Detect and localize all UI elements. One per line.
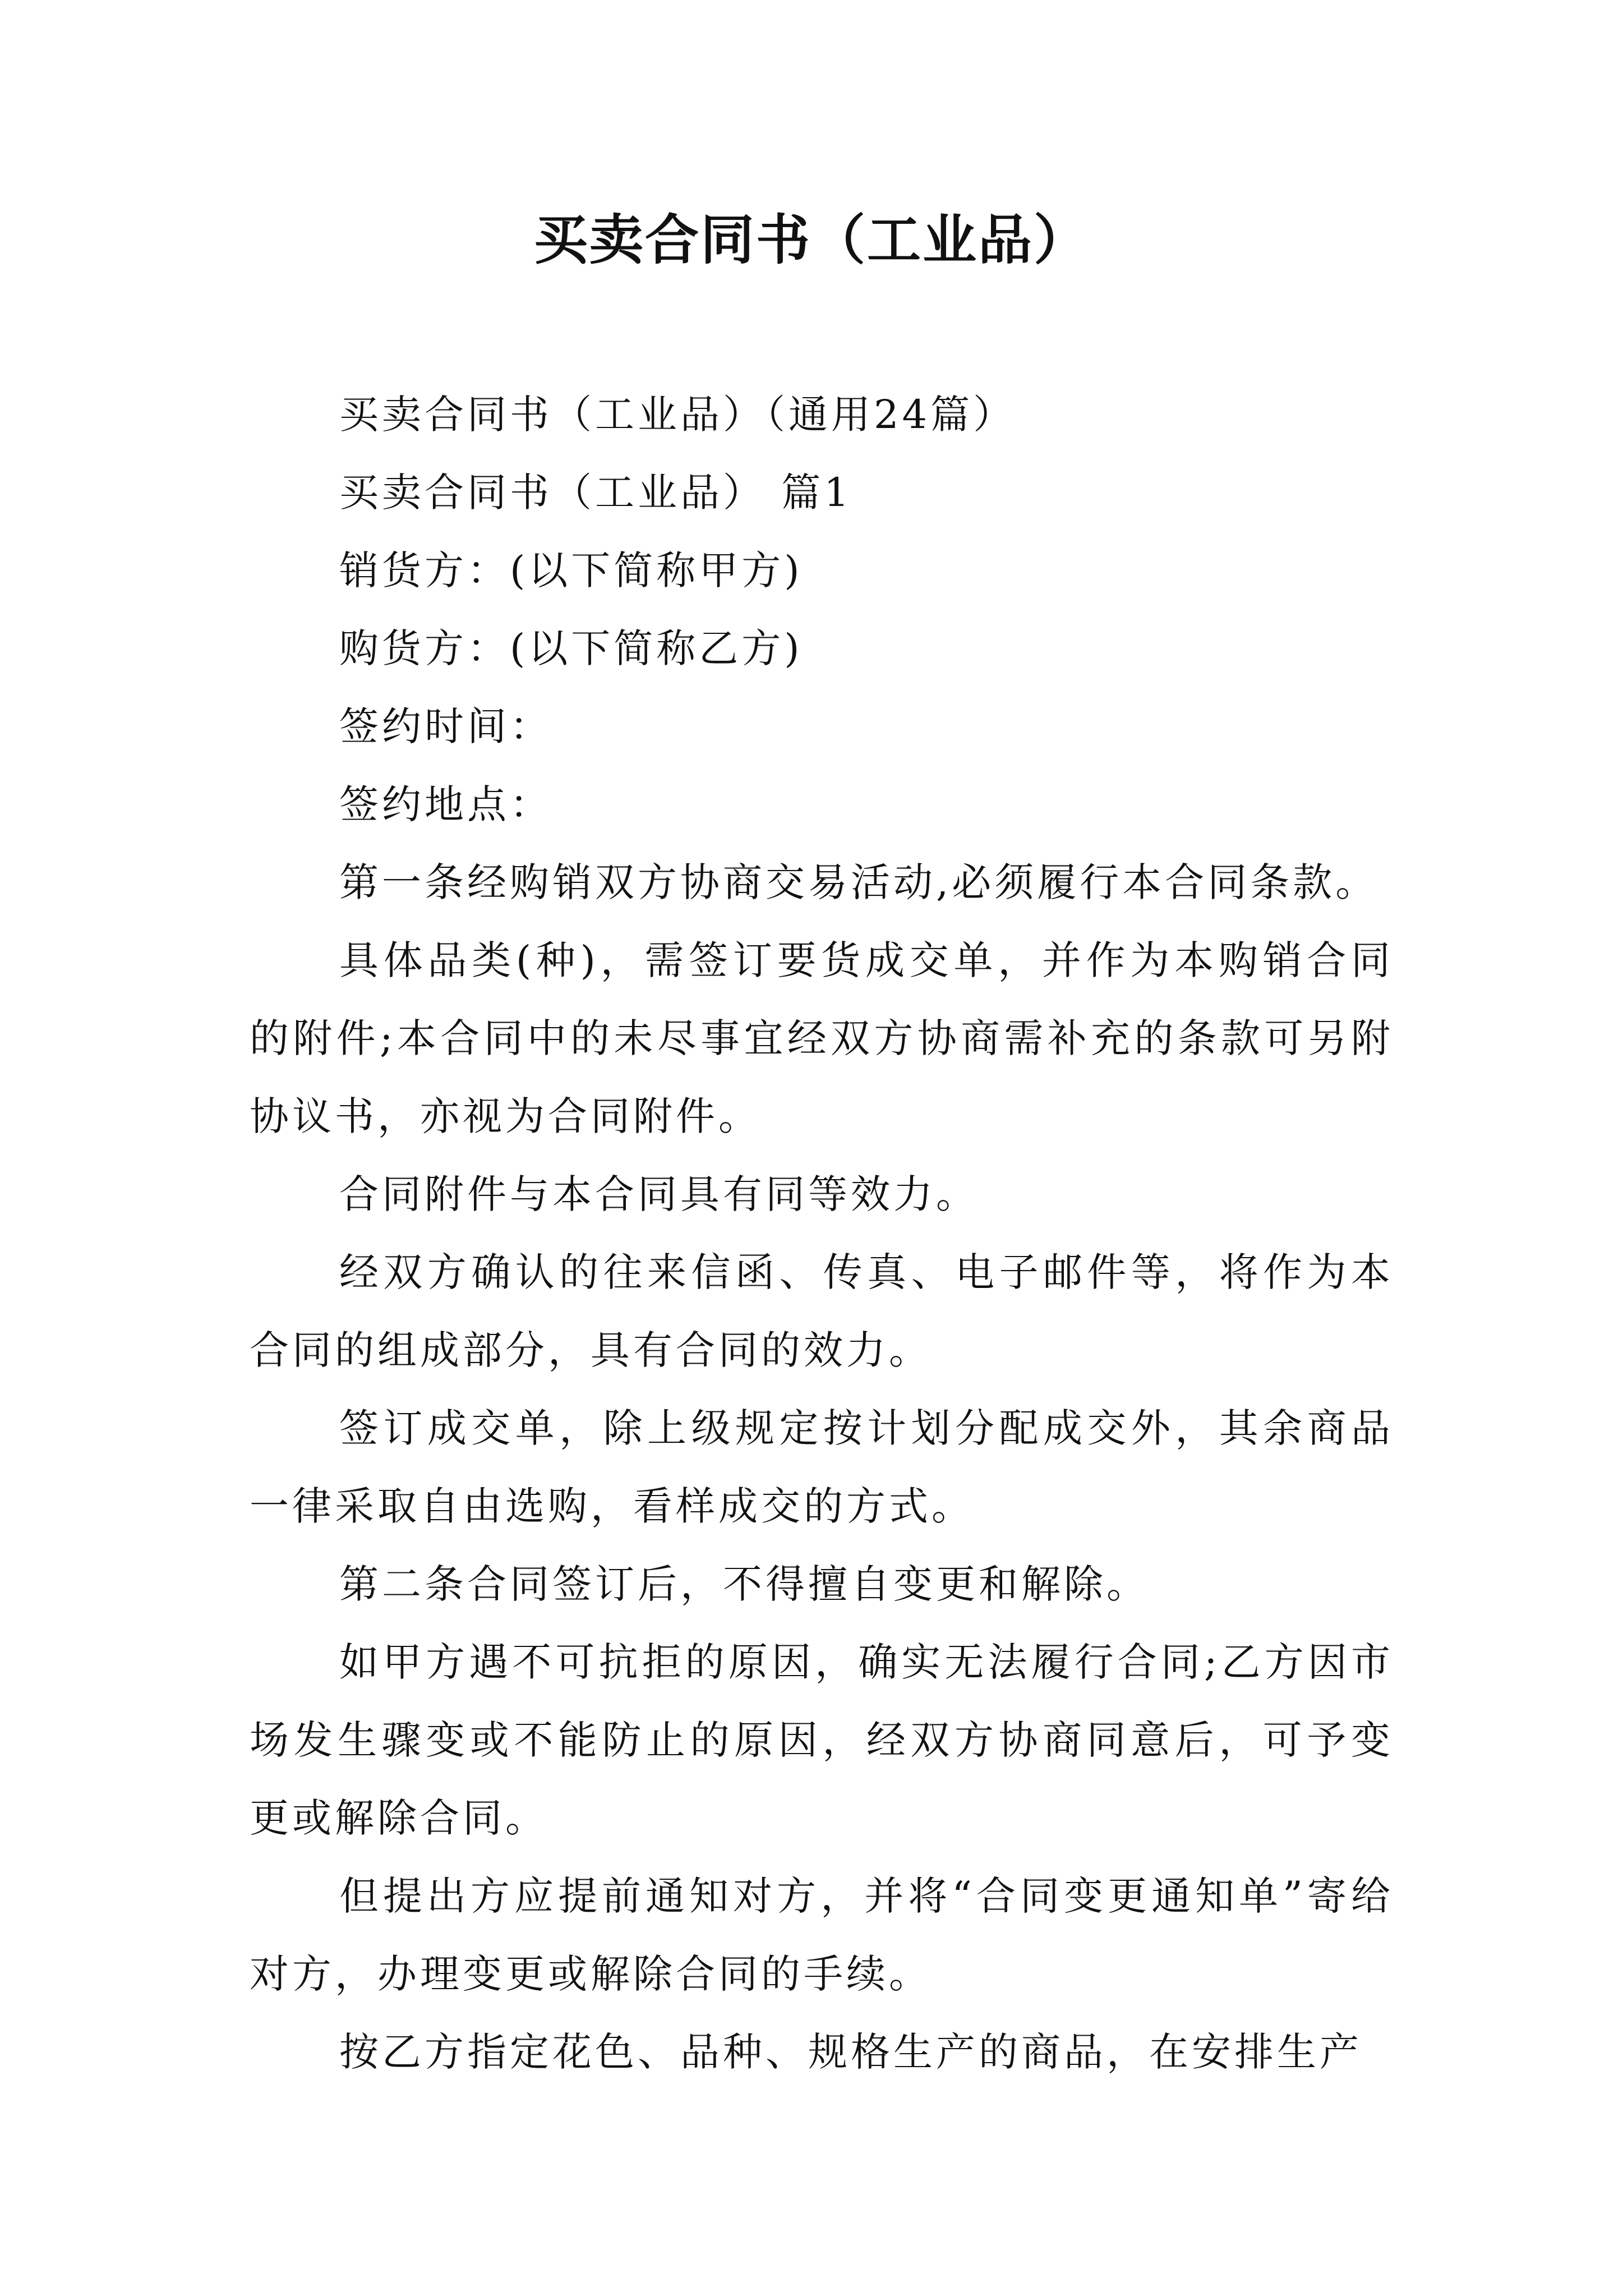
- paragraph-buyer: 购货方：(以下简称乙方): [339, 625, 803, 671]
- paragraph-collection-heading: 买卖合同书（工业品）（通用24篇）: [339, 392, 1016, 438]
- document-body: [250, 376, 1394, 2091]
- paragraph-order-form: 签订成交单，除上级规定按计划分配成交外，其余商品一律采取自由选购，看样成交的方式。: [250, 1405, 1394, 1529]
- document-title: 买卖合同书（工业品）: [534, 208, 1089, 272]
- paragraph-article-2: 第二条合同签订后，不得擅自变更和解除。: [339, 1561, 1149, 1607]
- paragraph-equal-effect: 合同附件与本合同具有同等效力。: [339, 1171, 979, 1217]
- paragraph-part-heading: 买卖合同书（工业品） 篇1: [339, 470, 852, 516]
- paragraph-force-majeure: 如甲方遇不可抗拒的原因，确实无法履行合同;乙方因市场发生骤变或不能防止的原因，经双方协商同意后，可予变更或解除合同。: [250, 1639, 1394, 1841]
- paragraph-signing-place: 签约地点：: [339, 781, 552, 827]
- paragraph-correspondence: 经双方确认的往来信函、传真、电子邮件等，将作为本合同的组成部分，具有合同的效力。: [250, 1249, 1394, 1373]
- paragraph-article-1: 第一条经购销双方协商交易活动,必须履行本合同条款。: [339, 859, 1378, 905]
- paragraph-production: 按乙方指定花色、品种、规格生产的商品，在安排生产: [339, 2029, 1362, 2075]
- paragraph-change-notice: 但提出方应提前通知对方，并将“合同变更通知单”寄给对方，办理变更或解除合同的手续。: [250, 1873, 1394, 1997]
- paragraph-seller: 销货方：(以下简称甲方): [339, 547, 803, 593]
- paragraph-signing-time: 签约时间：: [339, 703, 552, 749]
- paragraph-attachments: 具体品类(种)，需签订要货成交单，并作为本购销合同的附件;本合同中的未尽事宜经双方协商需补充的条款可另附协议书，亦视为合同附件。: [250, 937, 1394, 1139]
